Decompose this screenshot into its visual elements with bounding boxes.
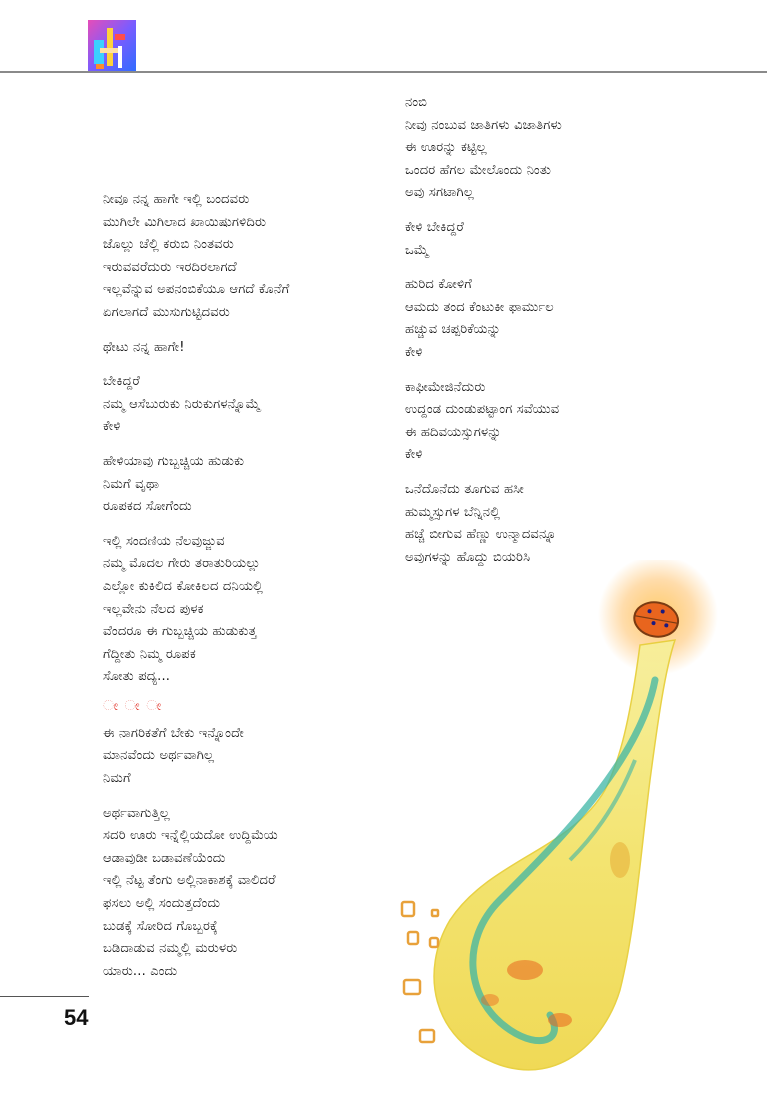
poem-line: ಈ ಹದಿವಯಸ್ಸುಗಳನ್ನು (405, 424, 502, 440)
stanza (405, 274, 705, 364)
poem-left-column (103, 189, 393, 995)
poem-line: ಥೇಟು ನನ್ನ ಹಾಗೇ! (103, 339, 185, 355)
stanza (103, 451, 393, 519)
stanza (103, 337, 393, 360)
poem-line: ಇಲ್ಲವೆನ್ನುವ ಅಪನಂಬಿಕೆಯೂ ಆಗದೆ ಕೊನೆಗೆ (103, 282, 290, 298)
poem-line: ಕೇಳಿ (405, 344, 423, 360)
poem-line: ಹುರಿದ ಕೋಳಿಗೆ (405, 277, 472, 293)
poem-line: ಉದ್ದಂಡ ದುಂಡುಪಟ್ಟಾಂಗ ಸವೆಯುವ (405, 402, 560, 418)
poem-line: ನೀವು ನಂಬುವ ಜಾತಿಗಳು ವಿಜಾತಿಗಳು (405, 117, 562, 133)
poem-line: ಇಲ್ಲವೇನು ನೆಲದ ಪುಳಕ (103, 601, 204, 617)
poem-line: ಗೆದ್ದೀತು ನಿಮ್ಮ ರೂಪಕ (103, 646, 196, 662)
stanza (103, 371, 393, 439)
stanza (405, 92, 705, 205)
flaming-beetle-illustration-icon (390, 560, 767, 1093)
poem-line: ಬೇಕಿದ್ದರೆ (103, 374, 141, 390)
stanza (103, 723, 393, 791)
colorful-book-logo-icon (88, 20, 136, 72)
poem-line: ಬಡಿದಾಡುವ ನಮ್ಮಲ್ಲಿ ಮರುಳರು (103, 941, 238, 957)
header-rule (0, 71, 767, 73)
poem-line: ಕಾಫೀಮೇಜಿನೆದುರು (405, 379, 486, 395)
poem-line: ಯಾರು... ಎಂದು (103, 963, 178, 979)
section-ornament: ೕ ೕ ೕ (103, 697, 165, 714)
poem-line: ಒಂದರ ಹೆಗಲ ಮೇಲೊಂದು ನಿಂತು (405, 162, 552, 178)
poem-line: ಎಲ್ಲೋ ಕುಕಿಲಿದ ಕೋಕಿಲದ ದನಿಯಲ್ಲಿ (103, 578, 264, 594)
poem-line: ಕೇಳಿ (405, 447, 423, 463)
footer-rule (0, 996, 89, 997)
poem-line: ಫಸಲು ಅಲ್ಲಿ ಸಂದುತ್ತದೆಂದು (103, 896, 221, 912)
poem-line: ಒನೆದೊನೆದು ತೂಗುವ ಹಸೀ (405, 481, 524, 497)
poem-line: ಮುಗಿಲೇ ಮಿಗಿಲಾದ ಖಾಯಿಷುಗಳಿದಿರು (103, 214, 267, 230)
poem-line: ನಮ್ಮ ಮೊದಲ ಗೇರು ತರಾತುರಿಯಲ್ಲು (103, 556, 261, 572)
stanza (103, 803, 393, 984)
poem-line: ಸದರಿ ಊರು ಇನ್ನೆಲ್ಲಿಯದೋ ಉದ್ದಿಮೆಯ (103, 828, 278, 844)
poem-line: ನಿಮಗೆ (103, 771, 131, 787)
page-number: 54 (64, 1005, 89, 1030)
stanza (103, 189, 393, 325)
poem-right-column (405, 92, 705, 581)
poem-line: ನೀವೂ ನನ್ನ ಹಾಗೇ ಇಲ್ಲಿ ಬಂದವರು (103, 192, 250, 207)
poem-line: ಇಲ್ಲಿ ಸಂದಣಿಯ ನೆಲವುಜ್ಜುವ (103, 533, 225, 549)
stanza (103, 531, 393, 689)
poem-line: ನಮ್ಮ ಆಸೆಬುರುಕು ನಿರುಕುಗಳನ್ನೊಮ್ಮೆ (103, 396, 261, 412)
poem-line: ಈ ನಾಗರಿಕತೆಗೆ ಬೇಕು ಇನ್ನೊಂದೇ (103, 725, 245, 741)
poem-line: ರೂಪಕದ ಸೋಗೆಂದು (103, 499, 192, 515)
poem-line: ಬುಡಕ್ಕೆ ಸೋರಿದ ಗೊಬ್ಬರಕ್ಕೆ (103, 918, 218, 934)
poem-line: ಏಗಲಾಗದೆ ಮುಸುಗುಟ್ಟಿದವರು (103, 304, 230, 320)
stanza (405, 377, 705, 467)
poem-line: ಮಾನವೆಂದು ಅರ್ಥವಾಗಿಲ್ಲ (103, 748, 215, 764)
poem-line: ಕೇಳಿ ಬೇಕಿದ್ದರೆ (405, 219, 464, 235)
poem-line: ಸೋತು ಪದ್ಯ... (103, 669, 171, 685)
poem-line: ಹಚ್ಚುವ ಚಪ್ಪರಿಕೆಯನ್ನು (405, 322, 501, 338)
poem-line: ಅವು ಸಗಟಾಗಿಲ್ಲ (405, 185, 475, 201)
poem-line: ಹಚ್ಚೆ ಬೀಗುವ ಹೆಣ್ಣು ಉನ್ಮಾದವನ್ನೂ (405, 527, 557, 543)
poem-line: ಆಡಾವುಡೀ ಬಡಾವಣೆಯೆಂದು (103, 850, 226, 866)
poem-line: ಕೇಳಿ (103, 419, 121, 435)
poem-line: ಈ ಊರನ್ನು ಕಟ್ಟಿಲ್ಲ (405, 140, 487, 156)
stanza (405, 479, 705, 569)
poem-line: ಹೇಳಿಯಾವು ಗುಬ್ಬಚ್ಚಿಯ ಹುಡುಕು (103, 453, 245, 469)
poem-line: ಜೊಲ್ಲು ಚೆಲ್ಲಿ ಕರುಬಿ ನಿಂತವರು (103, 237, 234, 253)
poem-line: ನಂಬಿ (405, 95, 428, 110)
poem-line: ವೆಂದರೂ ಈ ಗುಬ್ಬಚ್ಚಿಯ ಹುಡುಕುತ್ತ (103, 624, 257, 640)
poem-line: ಅವುಗಳನ್ನು ಹೊದ್ದು ಬಿಯರಿಸಿ (405, 549, 531, 565)
poem-line: ಹುಮ್ಮಸ್ಸುಗಳ ಬೆನ್ನಿನಲ್ಲಿ (405, 504, 501, 520)
poem-line: ಒಮ್ಮೆ (405, 242, 429, 258)
poem-line: ನಿಮಗೆ ವೃಥಾ (103, 476, 160, 492)
poem-line: ಇಲ್ಲಿ ನೆಟ್ಟ ತೆಂಗು ಅಲ್ಲಿನಾಕಾಶಕ್ಕೆ ವಾಲಿದರೆ (103, 873, 276, 889)
stanza (405, 217, 705, 262)
poem-line: ಆಮದು ತಂದ ಕೆಂಟುಕೀ ಫಾರ್ಮುಲ (405, 299, 554, 315)
poem-line: ಇರುವವರೆದುರು ಇರದಿರಲಾಗದೆ (103, 259, 237, 275)
poem-line: ಅರ್ಥವಾಗುತ್ತಿಲ್ಲ (103, 805, 170, 821)
